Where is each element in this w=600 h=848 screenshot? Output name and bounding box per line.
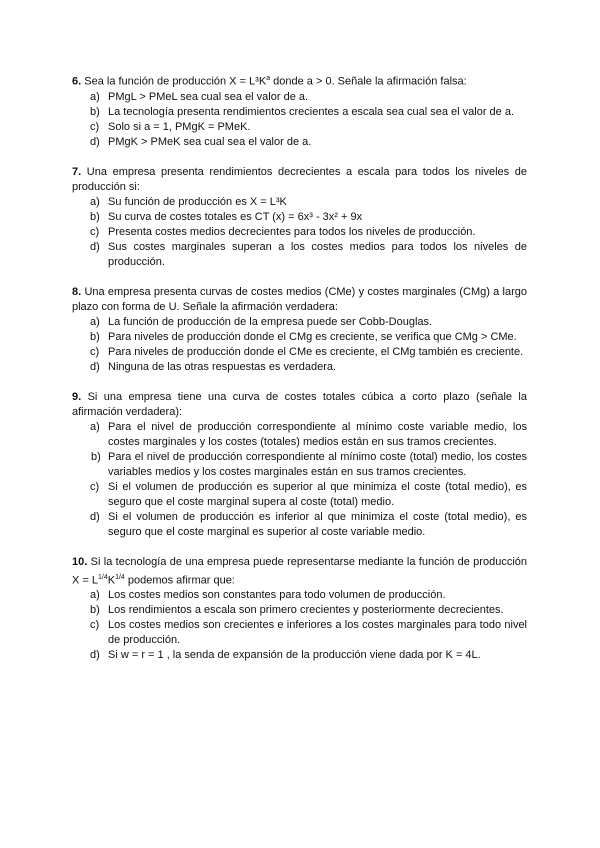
question-number: 8.: [72, 285, 82, 298]
option-text: Los costes medios son crecientes e inferiores a los costes marginales para todo nivel de producción.: [108, 619, 527, 647]
options-list: [72, 420, 527, 540]
stem-mid: K: [107, 574, 116, 587]
question-stem: [72, 71, 527, 90]
option: [72, 360, 527, 375]
option: [72, 120, 527, 135]
option-letter: b): [90, 330, 100, 343]
option-text: La tecnología presenta rendimientos crecientes a escala sea cual sea el valor de a.: [108, 105, 515, 118]
option-letter: a): [90, 195, 100, 208]
option-text: Para niveles de producción donde el CMg es creciente, se verifica que CMg > CMe.: [108, 330, 517, 343]
option-text: PMgK > PMeK sea cual sea el valor de a.: [108, 135, 312, 148]
question-stem: [72, 285, 527, 315]
option-text: Solo si a = 1, PMgK = PMeK.: [108, 120, 251, 133]
option-text: Su función de producción es X = L³K: [108, 195, 287, 208]
stem-tail: podemos afirmar que:: [124, 574, 235, 587]
option-letter: a): [90, 420, 100, 433]
option: [72, 450, 527, 480]
stem-text: Si una empresa tiene una curva de costes totales cúbica a corto plazo (señale la afirmación verdadera):: [72, 390, 527, 418]
option-letter: a): [90, 90, 100, 103]
option-text: Si el volumen de producción es superior al que minimiza el coste (total medio), es seguro que el coste marginal supera al coste (total) medio.: [108, 480, 527, 508]
option: [72, 345, 527, 360]
option: [72, 330, 527, 345]
option: [72, 603, 527, 618]
option-text: Si el volumen de producción es inferior al que minimiza el coste (total medio), es seguro que el coste marginal es superior al coste variable medio.: [108, 510, 527, 538]
question-number: 10.: [72, 555, 88, 568]
exam-page: [72, 71, 527, 678]
option-text: Sus costes marginales superan a los costes medios para todos los niveles de producción.: [108, 240, 527, 268]
option-letter: c): [90, 345, 100, 358]
stem-superscript: 1/4: [115, 573, 125, 581]
stem-text: Sea la función de producción X = L³K: [84, 75, 267, 88]
option-letter: a): [90, 315, 100, 328]
stem-text: Si la tecnología de una empresa puede representarse mediante la función de producción X = L: [72, 555, 527, 587]
question-stem: [72, 390, 527, 420]
option-text: La función de producción de la empresa puede ser Cobb-Douglas.: [108, 315, 433, 328]
stem-superscript: a: [266, 75, 271, 82]
question-10: [72, 555, 527, 664]
stem-superscript: 1/4: [98, 573, 108, 581]
option-text: Para niveles de producción donde el CMe es creciente, el CMg también es creciente.: [108, 345, 524, 358]
option-text: Ninguna de las otras respuestas es verdadera.: [108, 360, 337, 373]
option-text: Los rendimientos a escala son primero crecientes y posteriormente decrecientes.: [108, 604, 504, 617]
option-letter: a): [90, 589, 100, 602]
option: [72, 648, 527, 663]
option-letter: d): [90, 649, 100, 662]
option-letter: b): [91, 450, 101, 463]
question-stem: [72, 555, 527, 589]
option: [72, 210, 527, 225]
option-letter: b): [90, 105, 100, 118]
option: [72, 135, 527, 150]
options-list: [72, 195, 527, 270]
option-letter: d): [90, 240, 100, 253]
option-text: Si w = r = 1 , la senda de expansión de la producción viene dada por K = 4L.: [108, 649, 481, 662]
options-list: [72, 588, 527, 663]
question-7: [72, 165, 527, 270]
option-letter: d): [90, 510, 100, 523]
option-text: Para el nivel de producción correspondiente al mínimo coste variable medio, los costes marginales y los costes (totales) medios están en sus tramos crecientes.: [108, 420, 527, 448]
option: [72, 240, 527, 270]
options-list: [72, 90, 527, 150]
stem-text: Una empresa presenta rendimientos decrecientes a escala para todos los niveles de producción si:: [72, 165, 527, 193]
option-letter: b): [90, 210, 100, 223]
option: [72, 105, 527, 120]
option: [72, 618, 527, 648]
question-number: 6.: [72, 75, 82, 88]
question-number: 9.: [72, 390, 82, 403]
question-8: [72, 285, 527, 375]
option-text: PMgL > PMeL sea cual sea el valor de a.: [108, 90, 309, 103]
stem-tail: donde a > 0. Señale la afirmación falsa:: [270, 75, 467, 88]
option: [72, 588, 527, 603]
option-letter: c): [90, 619, 100, 632]
option-text: Presenta costes medios decrecientes para todos los niveles de producción.: [108, 225, 476, 238]
option: [72, 195, 527, 210]
option: [72, 420, 527, 450]
option-letter: c): [90, 480, 100, 493]
option: [72, 315, 527, 330]
option-letter: b): [90, 604, 100, 617]
option-text: Para el nivel de producción correspondiente al mínimo coste (total) medio, los costes variables medios y los costes marginales están en sus tramos crecientes.: [108, 450, 527, 478]
question-number: 7.: [72, 165, 82, 178]
option: [72, 225, 527, 240]
option-letter: c): [90, 120, 100, 133]
option-letter: d): [90, 135, 100, 148]
option-text: Los costes medios son constantes para todo volumen de producción.: [108, 589, 446, 602]
option-letter: c): [90, 225, 100, 238]
question-6: [72, 71, 527, 150]
options-list: [72, 315, 527, 375]
option-text: Su curva de costes totales es CT (x) = 6x³ - 3x² + 9x: [108, 210, 363, 223]
question-9: [72, 390, 527, 540]
question-stem: [72, 165, 527, 195]
option: [72, 480, 527, 510]
option: [72, 90, 527, 105]
stem-text: Una empresa presenta curvas de costes medios (CMe) y costes marginales (CMg) a largo plazo con forma de U. Señale la afirmación verdadera:: [72, 285, 528, 313]
option: [72, 510, 527, 540]
option-letter: d): [90, 360, 100, 373]
